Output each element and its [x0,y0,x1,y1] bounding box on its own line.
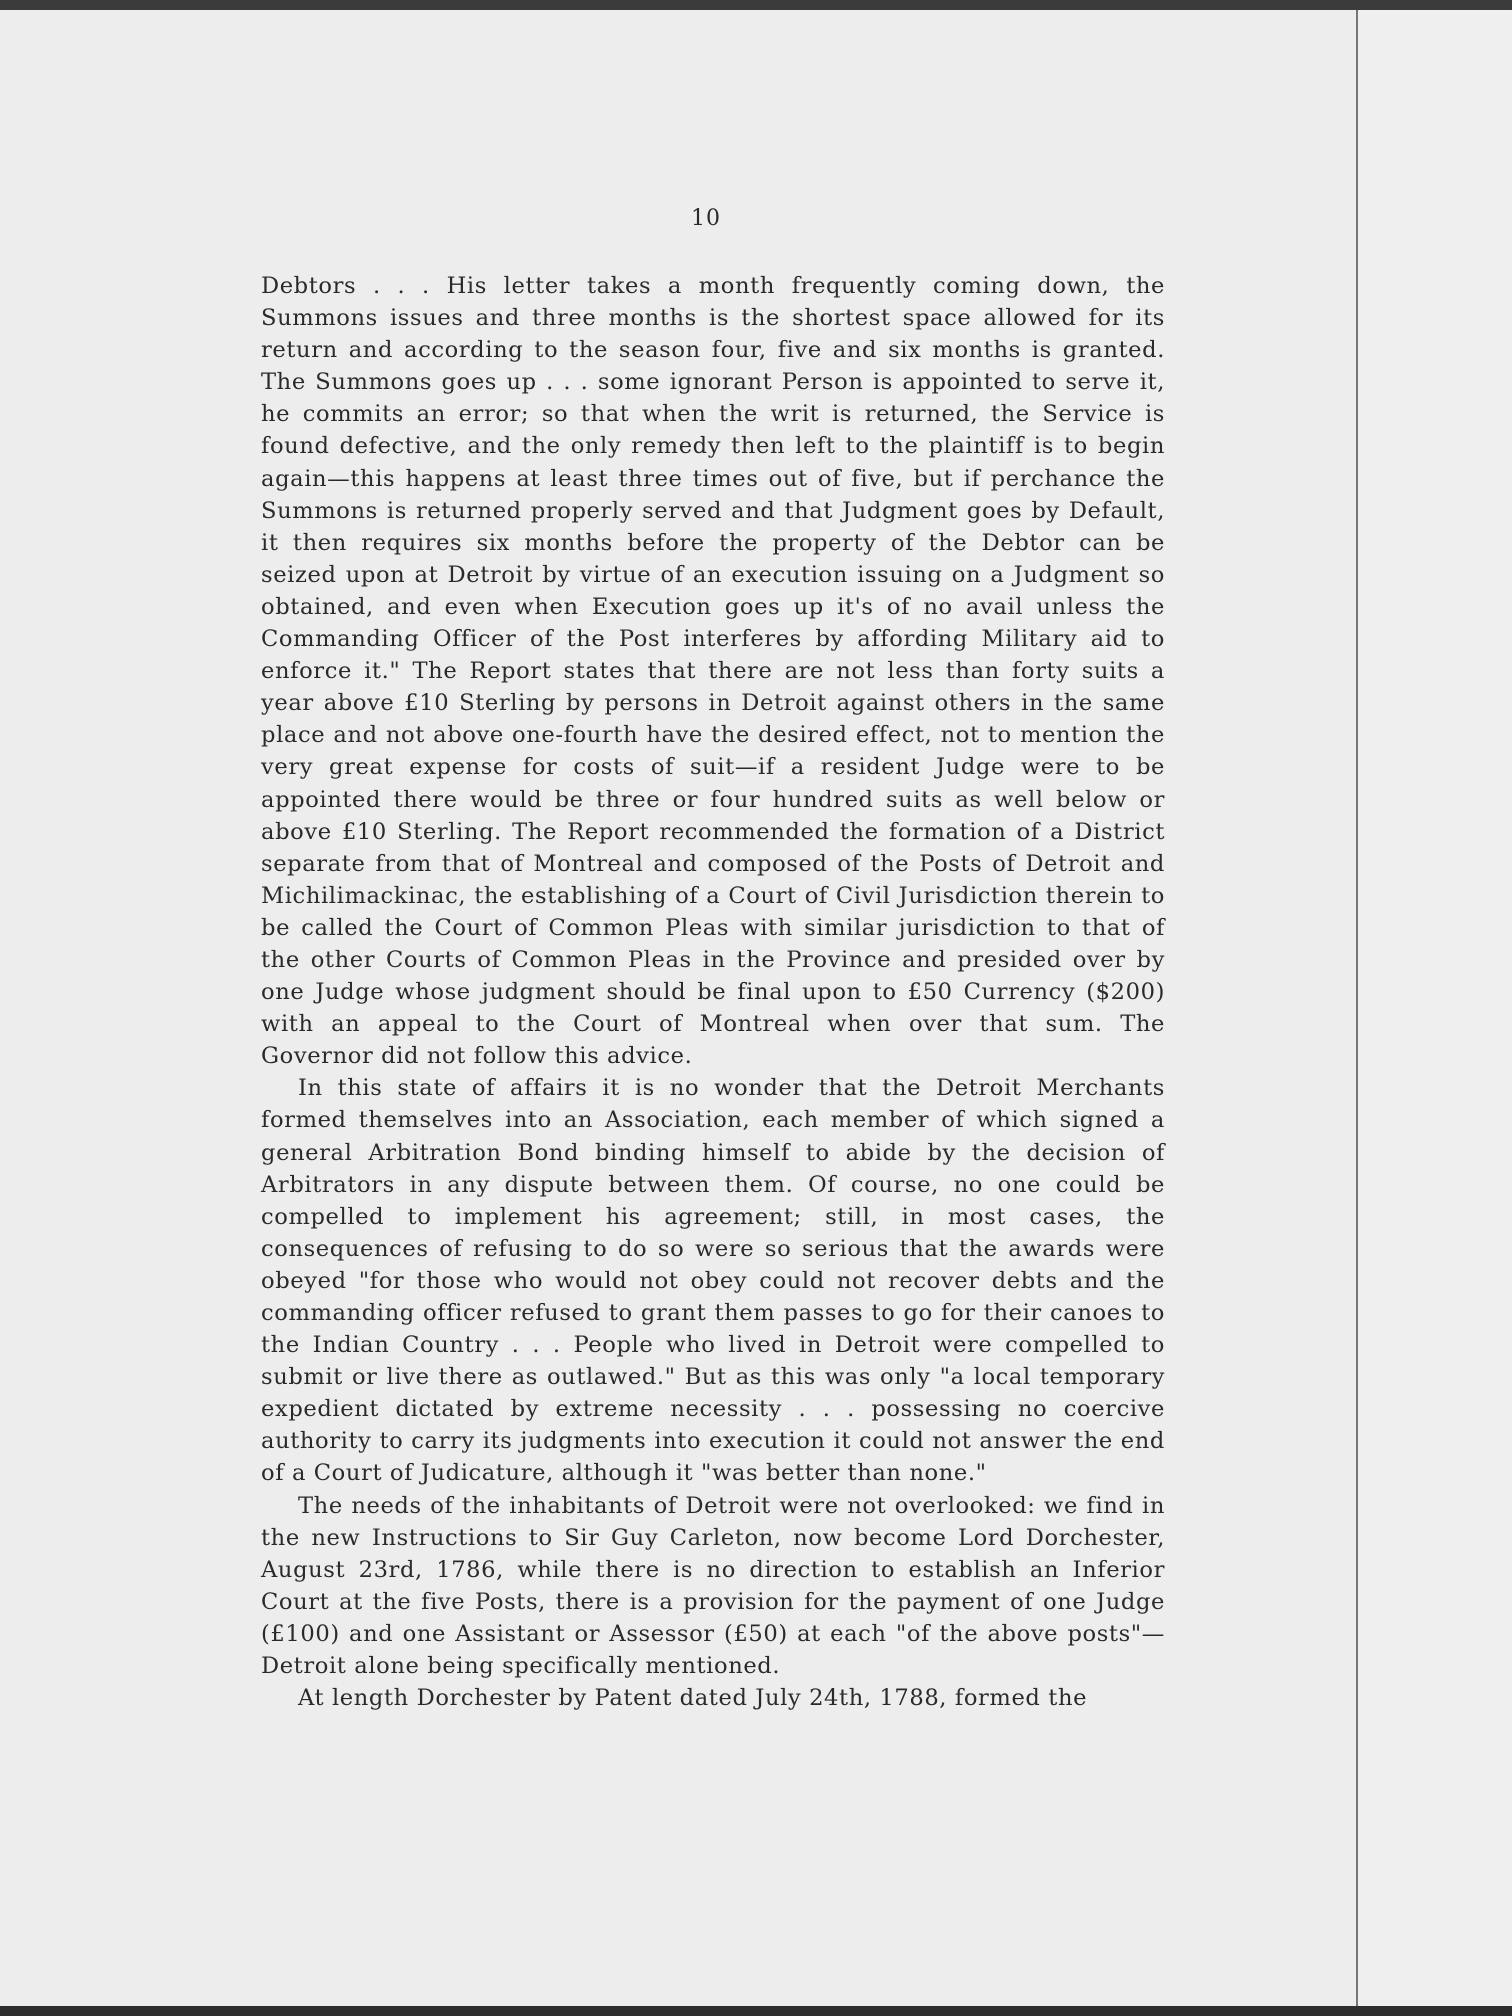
scan-top-border [0,0,1512,10]
adjacent-page-edge [1358,10,1512,2006]
paragraph-2: In this state of affairs it is no wonder that the Detroit Merchants formed themselves into an Association, each member of which signed a general Arbitration Bond binding himself to abide by the decision of Arbitrators in any dispute between them. Of course, no one could be compelled to implement his agreement; still, in most cases, the consequences of refusing to do so were so serious that the awards were obeyed "for those who would not obey could not recover debts and the commanding officer refused to grant them passes to go for their canoes to the Indian Country . . . People who lived in Detroit were compelled to submit or live there as outlawed." But as this was only "a local temporary expedient dictated by extreme necessity . . . possessing no coercive authority to carry its judgments into execution it could not answer the end of a Court of Judicature, although it "was better than none." [261,1075,1165,1487]
book-page [0,10,1356,2006]
page-number: 10 [691,206,721,231]
body-text [261,270,1165,1714]
paragraph-4: At length Dorchester by Patent dated July 24th, 1788, formed the [298,1685,1088,1712]
paragraph-3: The needs of the inhabitants of Detroit were not overlooked: we find in the new Instructions to Sir Guy Carleton, now become Lord Dorchester, August 23rd, 1786, while there is no direction to establish an Inferior Court at the five Posts, there is a provision for the payment of one Judge (£100) and one Assistant or Assessor (£50) at each "of the above posts"—Detroit alone being specifically mentioned. [261,1492,1165,1680]
scan-bottom-border [0,2006,1512,2016]
paragraph-1: Debtors . . . His letter takes a month frequently coming down, the Summons issues and three months is the shortest space allowed for its return and according to the season four, five and six months is granted. The Summons goes up . . . some ignorant Person is appointed to serve it, he commits an error; so that when the writ is returned, the Service is found defective, and the only remedy then left to the plaintiff is to begin again—this happens at least three times out of five, but if perchance the Summons is returned properly served and that Judgment goes by Default, it then requires six months before the property of the Debtor can be seized upon at Detroit by virtue of an execution issuing on a Judgment so obtained, and even when Execution goes up it's of no avail unless the Commanding Officer of the Post interferes by affording Military aid to enforce it." The Report states that there are not less than forty suits a year above £10 Sterling by persons in Detroit against others in the same place and not above one-fourth have the desired effect, not to mention the very great expense for costs of suit—if a resident Judge were to be appointed there would be three or four hundred suits as well below or above £10 Sterling. The Report recommended the formation of a District separate from that of Montreal and composed of the Posts of Detroit and Michilimackinac, the establishing of a Court of Civil Jurisdiction therein to be called the Court of Common Pleas with similar jurisdiction to that of the other Courts of Common Pleas in the Province and presided over by one Judge whose judgment should be final upon to £50 Currency ($200) with an appeal to the Court of Montreal when over that sum. The Governor did not follow this advice. [261,273,1165,1070]
